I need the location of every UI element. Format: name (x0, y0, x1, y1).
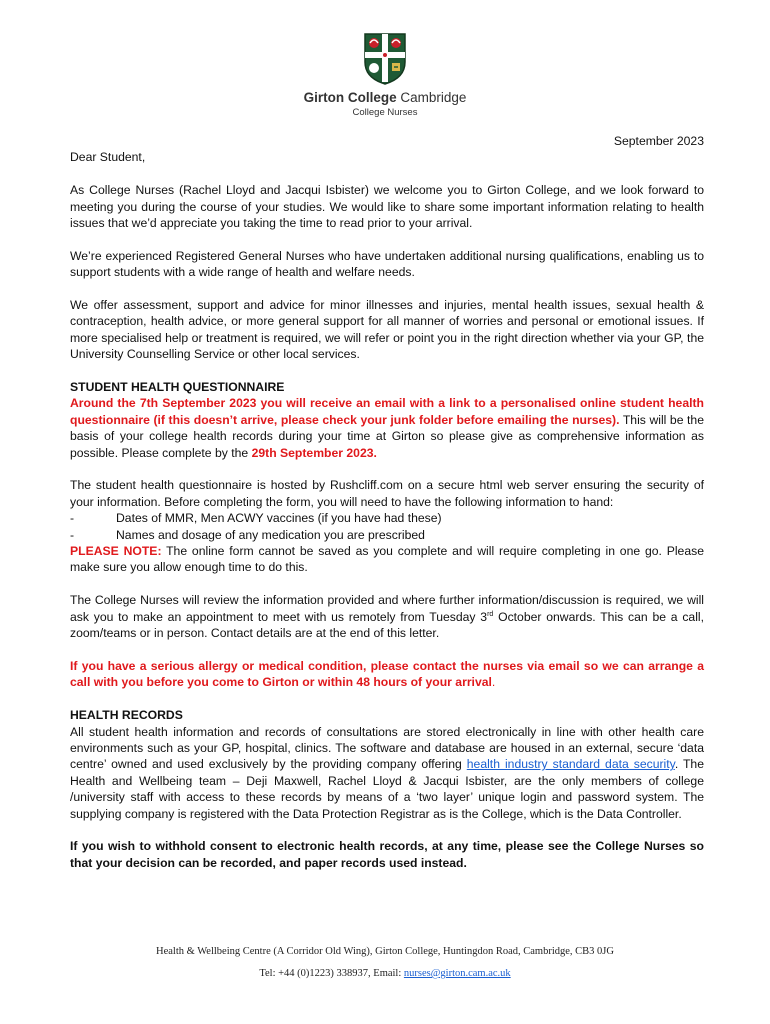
questionnaire-notice: Around the 7th September 2023 you will receive an email with a link to a personalised online student health questionnaire (if this doesn’t arrive, please check your junk folder before emailing the nurses). (70, 396, 704, 427)
allergy-paragraph: If you have a serious allergy or medical condition, please contact the nurses via email so we can arrange a call with you before you come to Girton or within 48 hours of your arrival. (70, 658, 704, 690)
services-paragraph: We offer assessment, support and advice for minor illnesses and injuries, mental health issues, sexual health & contraception, health advice, or more general support for all manner of worries and personal or emotional issues. If more specialised help or treatment is required, we will refer or point you in the right direction whether via your GP, the University Counselling Service or other local services. (70, 298, 704, 362)
questionnaire-deadline: 29th September 2023. (251, 445, 377, 460)
hosting-paragraph: The student health questionnaire is hosted by Rushcliff.com on a secure html web server ensuring the security of your information. Before completing the form, you will need to have the following information to hand: (70, 478, 704, 509)
letter-body (70, 133, 704, 888)
health-records-paragraph: All student health information and records of consultations are stored electronically in line with other health care environments such as your GP, hospital, clinics. The software and database are housed in an external, secure ‘data centre’ owned and used exclusively by the providing company offering health industry standard data security. The Health and Wellbeing team – Deji Maxwell, Rachel Lloyd & Jacqui Isbister, are the only members of college /university staff with access to these records by means of a ‘two layer’ unique login and password system. The supplying company is registered with the Data Protection Registrar as is the College, which is the Data Controller. (70, 724, 704, 821)
nurses-paragraph: We’re experienced Registered General Nurses who have undertaken additional nursing qualifications, enabling us to support students with a wide range of health and welfare needs. (70, 248, 704, 280)
letterhead (0, 32, 770, 118)
please-note-label: PLEASE NOTE: (70, 544, 162, 559)
list-item: - Dates of MMR, Men ACWY vaccines (if you have had these) (70, 511, 442, 526)
department-name: College Nurses (352, 107, 418, 118)
footer-address: Health & Wellbeing Centre (A Corridor Old Wing), Girton College, Huntingdon Road, Cambridge, CB3 0JG (156, 946, 614, 957)
footer-contact: Tel: +44 (0)1223) 338937, Email: nurses@girton.cam.ac.uk (259, 968, 511, 979)
college-crest-icon (363, 32, 407, 86)
data-security-link[interactable]: health industry standard data security (466, 757, 675, 772)
health-records-heading: HEALTH RECORDS (70, 708, 183, 723)
email-link[interactable]: nurses@girton.cam.ac.uk (403, 968, 511, 979)
questionnaire-heading: STUDENT HEALTH QUESTIONNAIRE (70, 380, 285, 395)
list-item: - Names and dosage of any medication you are prescribed (70, 527, 425, 542)
salutation: Dear Student, (70, 150, 146, 165)
intro-paragraph: As College Nurses (Rachel Lloyd and Jacqui Isbister) we welcome you to Girton College, and we look forward to meeting you during the course of your studies. We would like to share some important information relating to health issues that we’d appreciate you taking the time to read prior to your arrival. (70, 183, 704, 231)
consent-paragraph: If you wish to withhold consent to electronic health records, at any time, please see the College Nurses so that your decision can be recorded, and paper records used instead. (70, 839, 704, 870)
college-name: Girton College Cambridge (303, 90, 467, 105)
please-note-paragraph: PLEASE NOTE: The online form cannot be saved as you complete and will require completing in one go. Please make sure you allow enough time to do this. (70, 544, 704, 575)
letter-date: September 2023 (613, 134, 704, 148)
review-paragraph: The College Nurses will review the information provided and where further information/discussion is required, we will ask you to make an appointment to meet with us remotely from Tuesday 3rd October onwards. This can be a call, zoom/teams or in person. Contact details are at the end of this letter. (70, 593, 705, 641)
questionnaire-paragraph: Around the 7th September 2023 you will receive an email with a link to a personalised online student health questionnaire (if this doesn’t arrive, please check your junk folder before emailing the nurses). This will be the basis of your college health records during your time at Girton so please give as comprehensive information as possible. Please complete by the 29th September 2023. (70, 396, 704, 460)
